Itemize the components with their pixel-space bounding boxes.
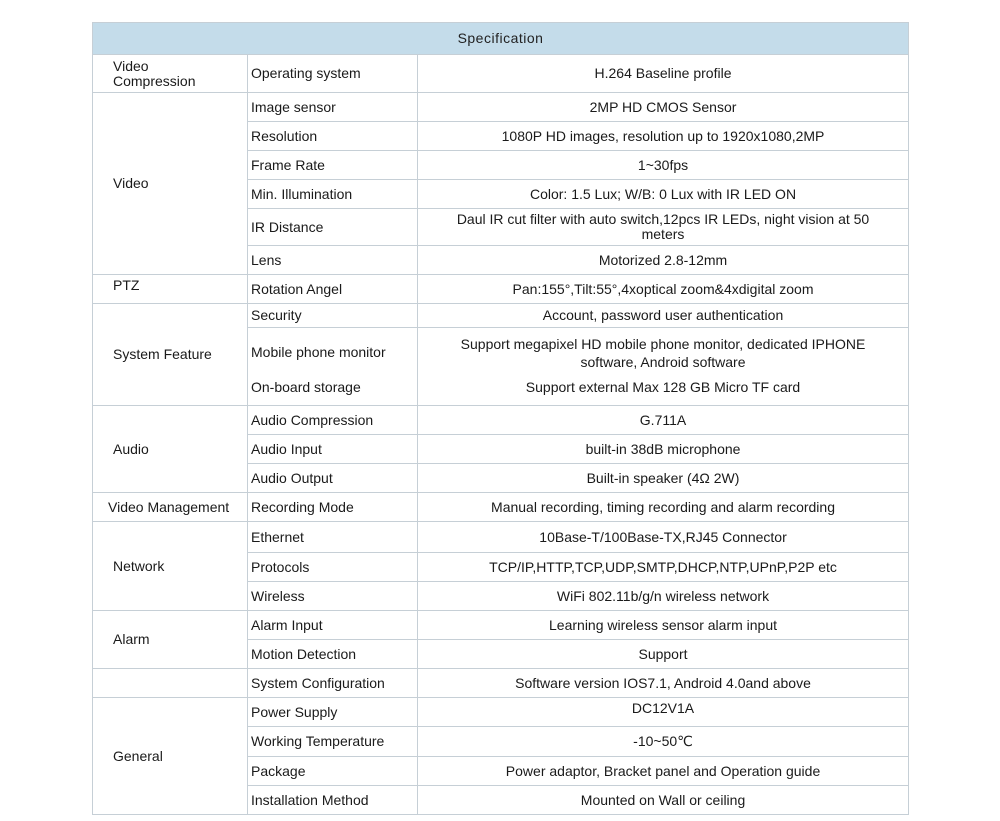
spec-value: Account, password user authentication [418,304,909,328]
spec-item: Audio Compression [248,406,418,435]
spec-value: WiFi 802.11b/g/n wireless network [418,582,909,611]
spec-value: TCP/IP,HTTP,TCP,UDP,SMTP,DHCP,NTP,UPnP,P2P etc [418,553,909,582]
spec-item: Wireless [248,582,418,611]
spec-item: Motion Detection [248,640,418,669]
spec-item: Power Supply [248,698,418,727]
spec-value: Support external Max 128 GB Micro TF card [418,378,909,406]
spec-value: 10Base-T/100Base-TX,RJ45 Connector [418,522,909,553]
spec-value: Daul IR cut filter with auto switch,12pcs IR LEDs, night vision at 50 meters [418,209,909,246]
spec-item: Package [248,757,418,786]
spec-value: Manual recording, timing recording and alarm recording [418,493,909,522]
spec-value: Built-in speaker (4Ω 2W) [418,464,909,493]
spec-item: Ethernet [248,522,418,553]
spec-item: Protocols [248,553,418,582]
spec-item: Min. Illumination [248,180,418,209]
spec-item: System Configuration [248,669,418,698]
spec-item: IR Distance [248,209,418,246]
spec-item: Image sensor [248,93,418,122]
category-network: Network [93,522,248,611]
spec-value: Power adaptor, Bracket panel and Operation guide [418,757,909,786]
spec-value: Software version IOS7.1, Android 4.0and above [418,669,909,698]
spec-item: Security [248,304,418,328]
category-system-feature: System Feature [93,304,248,406]
spec-item: Frame Rate [248,151,418,180]
category-alarm: Alarm [93,611,248,669]
spec-value: Motorized 2.8-12mm [418,246,909,275]
category-ptz: PTZ [93,275,248,304]
spec-item: Operating system [248,55,418,93]
spec-item: On-board storage [248,378,418,406]
category-video-compression [93,55,248,93]
spec-item: Recording Mode [248,493,418,522]
spec-value: Support megapixel HD mobile phone monitor, dedicated IPHONE software, Android software [418,328,909,378]
spec-item: Resolution [248,122,418,151]
spec-value: Color: 1.5 Lux; W/B: 0 Lux with IR LED ON [418,180,909,209]
spec-value: Mounted on Wall or ceiling [418,786,909,815]
spec-item: Working Temperature [248,727,418,757]
spec-value: Support [418,640,909,669]
category-audio: Audio [93,406,248,493]
spec-value: Learning wireless sensor alarm input [418,611,909,640]
spec-item: Rotation Angel [248,275,418,304]
spec-value: 2MP HD CMOS Sensor [418,93,909,122]
spec-value: DC12V1A [418,698,909,727]
specification-table [92,22,909,815]
spec-item: Alarm Input [248,611,418,640]
spec-value: Pan:155°,Tilt:55°,4xoptical zoom&4xdigital zoom [418,275,909,304]
spec-value: 1~30fps [418,151,909,180]
spec-item: Audio Output [248,464,418,493]
spec-item: Installation Method [248,786,418,815]
spec-value: built-in 38dB microphone [418,435,909,464]
table-title: Specification [93,23,909,55]
category-video-management: Video Management [93,493,248,522]
category-label: Video Compression [113,57,196,89]
spec-item: Mobile phone monitor [248,328,418,378]
spec-value: -10~50℃ [418,727,909,757]
category-video: Video [93,93,248,275]
spec-value: G.711A [418,406,909,435]
spec-item: Lens [248,246,418,275]
category-general: General [93,698,248,815]
spec-value: 1080P HD images, resolution up to 1920x1080,2MP [418,122,909,151]
spec-value: H.264 Baseline profile [418,55,909,93]
category-empty [93,669,248,698]
spec-item: Audio Input [248,435,418,464]
